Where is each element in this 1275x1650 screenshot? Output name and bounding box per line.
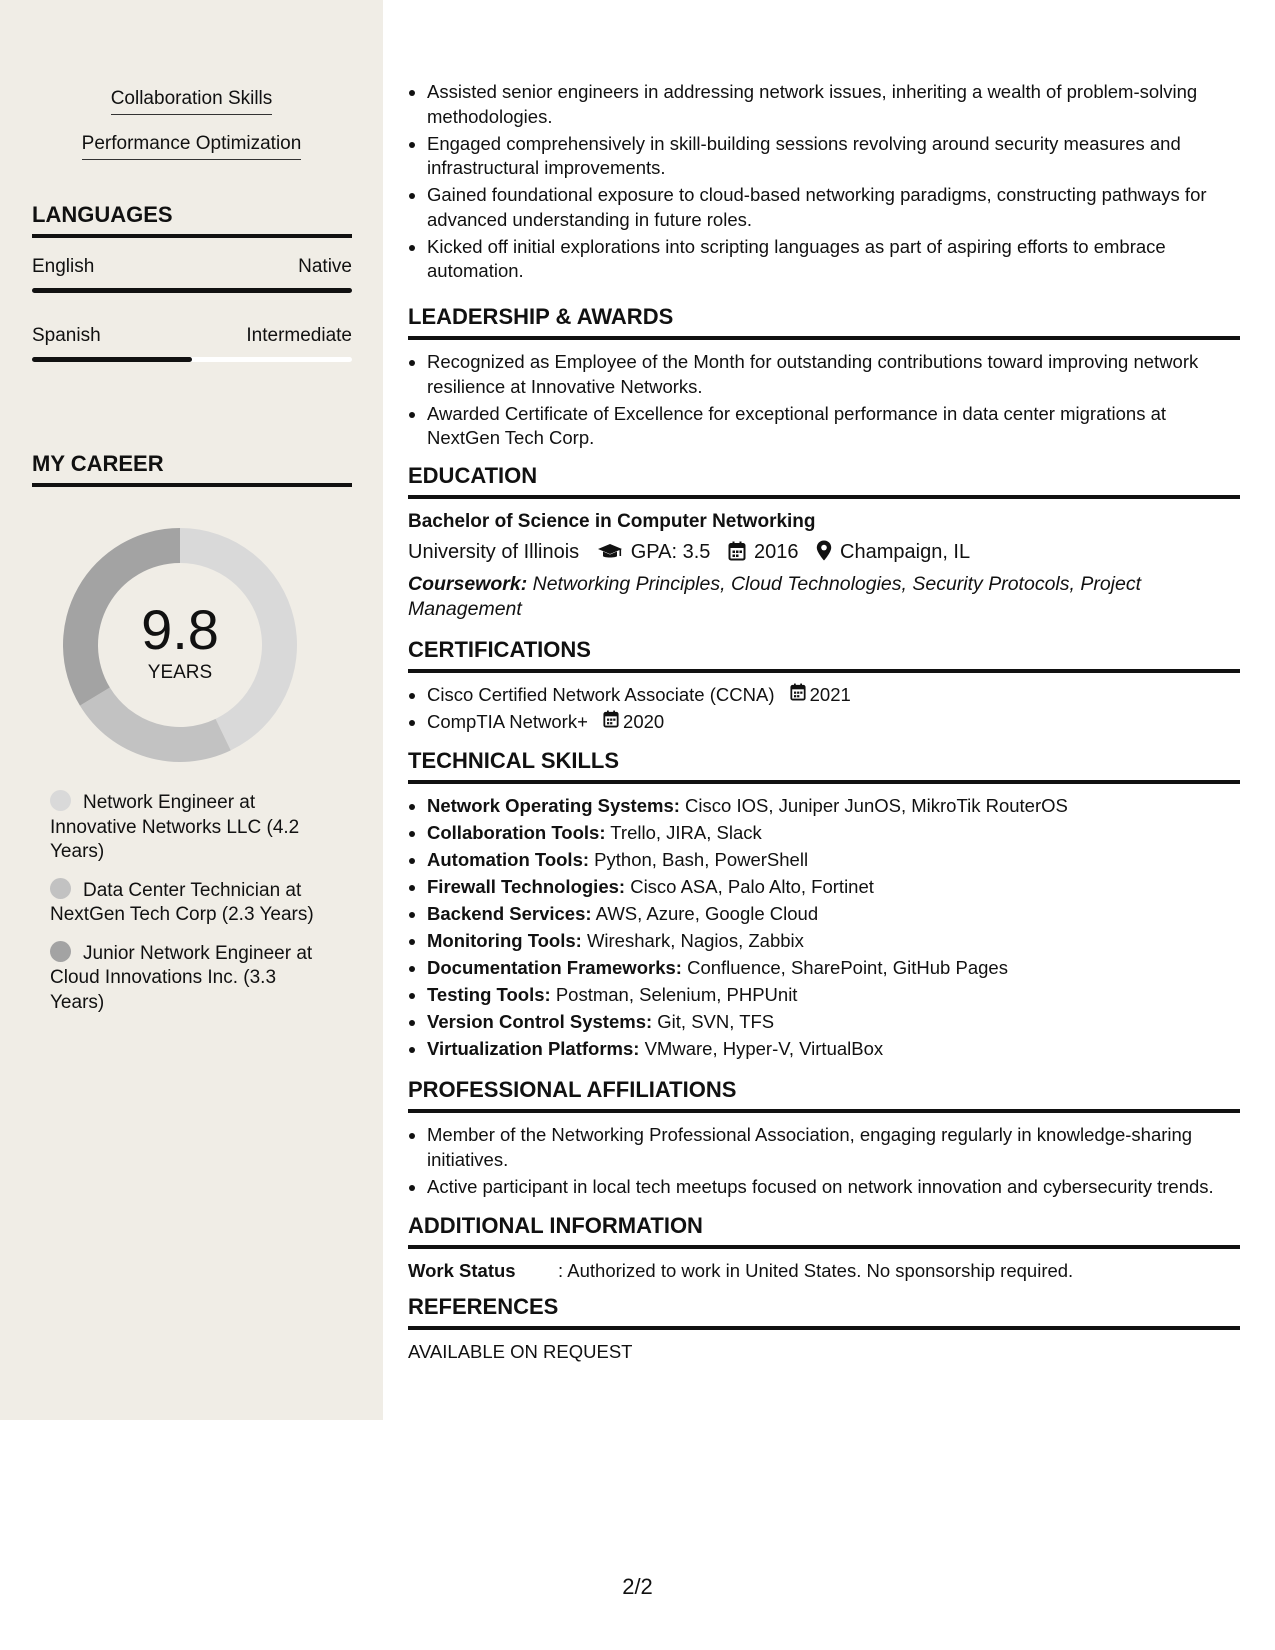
experience-bullet: • Kicked off initial explorations into scripting languages as part of aspiring efforts to embrace automation. bbox=[427, 235, 1240, 284]
skill-value: VMware, Hyper-V, VirtualBox bbox=[644, 1038, 884, 1059]
certification-name: CompTIA Network+ bbox=[427, 711, 588, 732]
career-donut-segment-2 bbox=[80, 688, 231, 762]
career-legend-label: Data Center Technician at NextGen Tech Corp (2.3 Years) bbox=[50, 879, 314, 925]
education-coursework bbox=[408, 572, 1240, 621]
leadership-heading: LEADERSHIP & AWARDS bbox=[408, 302, 1240, 340]
certification-year-group bbox=[790, 683, 851, 708]
references-heading: REFERENCES bbox=[408, 1292, 1240, 1330]
skill-chip: Performance Optimization bbox=[82, 131, 302, 160]
career-legend bbox=[50, 790, 330, 1028]
skill-value: Wireshark, Nagios, Zabbix bbox=[586, 930, 804, 951]
education-gpa: GPA: 3.5 bbox=[630, 541, 711, 563]
certification-year-group bbox=[603, 710, 664, 735]
skill-label: Collaboration Tools: bbox=[427, 822, 606, 843]
career-legend-label: Network Engineer at Innovative Networks LLC (4.2 Years) bbox=[50, 792, 300, 862]
technical-skills-heading: TECHNICAL SKILLS bbox=[408, 746, 1240, 784]
affiliations-list bbox=[408, 1123, 1240, 1199]
sidebar bbox=[0, 0, 383, 1420]
work-status-row bbox=[408, 1259, 1240, 1283]
language-proficiency-bar bbox=[32, 288, 352, 293]
language-level: Intermediate bbox=[246, 325, 352, 346]
certification-year: 2021 bbox=[809, 684, 851, 705]
affiliation-item: • Active participant in local tech meetups focused on network innovation and cybersecurity trends. bbox=[427, 1175, 1240, 1200]
career-legend-label: Junior Network Engineer at Cloud Innovations Inc. (3.3 Years) bbox=[50, 942, 313, 1013]
skill-item bbox=[427, 821, 1240, 846]
language-proficiency-fill bbox=[32, 288, 352, 293]
experience-bullet: • Engaged comprehensively in skill-building sessions revolving around security measures and infrastructural improvements. bbox=[427, 132, 1240, 181]
skill-label: Automation Tools: bbox=[427, 849, 590, 870]
education-degree: Bachelor of Science in Computer Networking bbox=[408, 511, 816, 532]
languages-heading: LANGUAGES bbox=[32, 200, 352, 238]
skill-value: Python, Bash, PowerShell bbox=[594, 849, 809, 870]
skill-item bbox=[427, 956, 1240, 981]
experience-bullet: • Gained foundational exposure to cloud-based networking paradigms, constructing pathways for advanced understanding in future roles. bbox=[427, 183, 1240, 232]
language-row bbox=[32, 324, 352, 364]
page-number: 2/2 bbox=[622, 1574, 653, 1599]
affiliations-heading: PROFESSIONAL AFFILIATIONS bbox=[408, 1075, 1240, 1113]
career-legend-dot bbox=[50, 878, 71, 899]
language-proficiency-bar bbox=[32, 357, 352, 362]
skill-value: Cisco IOS, Juniper JunOS, MikroTik RouterOS bbox=[685, 795, 1068, 816]
career-legend-item bbox=[50, 790, 330, 865]
career-legend-item bbox=[50, 941, 330, 1016]
work-status-value: : Authorized to work in United States. No sponsorship required. bbox=[558, 1260, 1074, 1281]
skills-list bbox=[0, 86, 383, 176]
language-level: Native bbox=[298, 256, 352, 277]
skill-label: Testing Tools: bbox=[427, 984, 551, 1005]
skill-item bbox=[427, 875, 1240, 900]
certification-year: 2020 bbox=[623, 711, 665, 732]
skill-item bbox=[427, 794, 1240, 819]
additional-info-section bbox=[408, 1211, 1240, 1283]
certification-name: Cisco Certified Network Associate (CCNA) bbox=[427, 684, 775, 705]
education-details bbox=[408, 539, 1240, 568]
skill-label: Backend Services: bbox=[427, 903, 592, 924]
affiliation-item: • Member of the Networking Professional Association, engaging regularly in knowledge-sharing initiatives. bbox=[427, 1123, 1240, 1172]
experience-bullets bbox=[408, 80, 1240, 284]
graduation-cap-icon bbox=[597, 542, 623, 568]
career-total-unit: YEARS bbox=[147, 662, 213, 683]
experience-bullet: • Assisted senior engineers in addressing network issues, inheriting a wealth of problem-solving methodologies. bbox=[427, 80, 1240, 129]
skill-item bbox=[427, 983, 1240, 1008]
coursework-label: Coursework: bbox=[408, 573, 528, 595]
technical-skills-section bbox=[408, 746, 1240, 1064]
references-section bbox=[408, 1292, 1240, 1364]
career-legend-item bbox=[50, 878, 330, 928]
leadership-item: • Recognized as Employee of the Month for outstanding contributions toward improving network resilience at Innovative Networks. bbox=[427, 350, 1240, 399]
skill-item bbox=[427, 848, 1240, 873]
education-heading: EDUCATION bbox=[408, 461, 1240, 499]
technical-skills-list bbox=[408, 794, 1240, 1062]
career-heading: MY CAREER bbox=[32, 449, 352, 487]
references-text: AVAILABLE ON REQUEST bbox=[408, 1341, 633, 1362]
main-content bbox=[408, 0, 1240, 1420]
career-legend-dot bbox=[50, 790, 71, 811]
skill-label: Network Operating Systems: bbox=[427, 795, 680, 816]
skill-value: Trello, JIRA, Slack bbox=[610, 822, 762, 843]
leadership-list bbox=[408, 350, 1240, 451]
certifications-list bbox=[408, 683, 1240, 735]
leadership-item: • Awarded Certificate of Excellence for exceptional performance in data center migrations at NextGen Tech Corp. bbox=[427, 402, 1240, 451]
language-name: Spanish bbox=[32, 325, 101, 346]
career-total-value: 9.8 bbox=[141, 598, 219, 661]
skill-item bbox=[427, 1037, 1240, 1062]
skill-value: Postman, Selenium, PHPUnit bbox=[555, 984, 798, 1005]
coursework-list: Networking Principles, Cloud Technologies, Security Protocols, Project Management bbox=[408, 573, 1142, 620]
skill-value: Git, SVN, TFS bbox=[657, 1011, 775, 1032]
leadership-section bbox=[408, 302, 1240, 453]
skill-item bbox=[427, 929, 1240, 954]
skill-label: Virtualization Platforms: bbox=[427, 1038, 640, 1059]
calendar-icon bbox=[728, 541, 746, 568]
career-donut-chart bbox=[63, 528, 297, 762]
language-row bbox=[32, 255, 352, 295]
education-location: Champaign, IL bbox=[840, 541, 971, 563]
certifications-section bbox=[408, 635, 1240, 737]
experience-continued bbox=[408, 80, 1240, 286]
skill-item bbox=[427, 902, 1240, 927]
language-name: English bbox=[32, 256, 95, 277]
certifications-heading: CERTIFICATIONS bbox=[408, 635, 1240, 673]
education-year: 2016 bbox=[753, 541, 799, 563]
affiliations-section bbox=[408, 1075, 1240, 1202]
education-school: University of Illinois bbox=[408, 541, 580, 563]
skill-item bbox=[427, 1010, 1240, 1035]
skill-chip: Collaboration Skills bbox=[111, 86, 273, 115]
certification-item bbox=[427, 683, 1240, 708]
calendar-icon bbox=[603, 710, 623, 735]
additional-info-heading: ADDITIONAL INFORMATION bbox=[408, 1211, 1240, 1249]
map-pin-icon bbox=[816, 540, 832, 568]
skill-label: Version Control Systems: bbox=[427, 1011, 653, 1032]
skill-label: Firewall Technologies: bbox=[427, 876, 626, 897]
skill-label: Monitoring Tools: bbox=[427, 930, 582, 951]
career-legend-dot bbox=[50, 941, 71, 962]
skill-label: Documentation Frameworks: bbox=[427, 957, 682, 978]
skill-value: AWS, Azure, Google Cloud bbox=[595, 903, 819, 924]
education-section bbox=[408, 461, 1240, 621]
calendar-icon bbox=[790, 683, 810, 708]
certification-item bbox=[427, 710, 1240, 735]
skill-value: Cisco ASA, Palo Alto, Fortinet bbox=[630, 876, 874, 897]
work-status-label: Work Status bbox=[408, 1260, 516, 1281]
skill-value: Confluence, SharePoint, GitHub Pages bbox=[687, 957, 1008, 978]
language-proficiency-fill bbox=[32, 357, 192, 362]
